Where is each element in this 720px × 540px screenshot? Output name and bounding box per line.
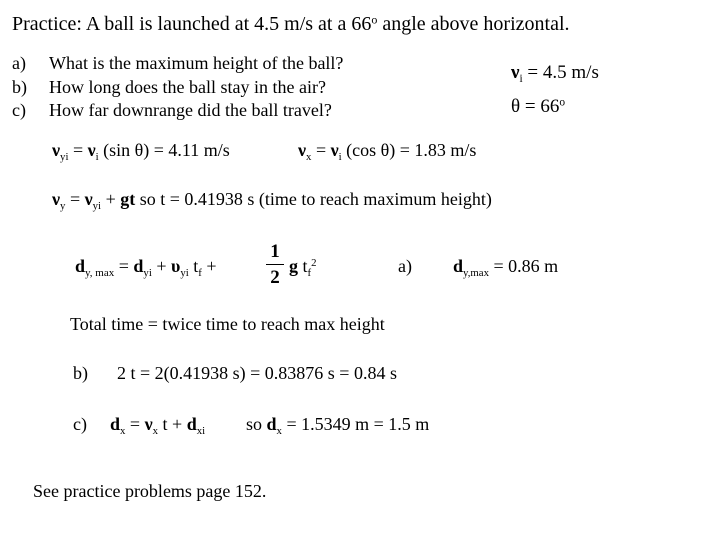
vertical-velocity-equation: $\nu_{yi} = \nu_i$ (sin θ) = 4.11 m/s [52,140,230,163]
part-b-marker: b) [73,363,88,383]
question-b: b) How long does the ball stay in the air? [12,77,326,97]
range-answer: so $d_x = 1.5349$ m = 1.5 m [246,414,430,437]
part-b-answer: 2 t = 2(0.41938 s) = 0.83876 s = 0.84 s [117,363,397,383]
part-c-marker: c) [73,414,87,434]
part-a-label: a) [398,256,412,276]
gravity-term: g $t_f^2$ [289,256,317,279]
given-launch-angle: $\theta = 66^o$ [511,96,566,117]
horizontal-velocity-equation: $\nu_x = \nu_i$ (cos θ) = 1.83 m/s [298,140,477,163]
total-time-note: Total time = twice time to reach max height [70,314,385,334]
range-equation: $d_x = \nu_x$ $t + d_{xi}$ [110,414,206,437]
fraction-bar [266,264,284,265]
question-a: a) What is the maximum height of the ball? [12,53,344,73]
max-height-answer: $d_{y,max} = 0.86$ m [453,256,559,279]
one-half-fraction: 1 2 [266,242,284,287]
footer-note: See practice problems page 152. [33,481,267,501]
max-height-equation: $d_{y, max} = d_{yi} + \upsilon_{yi}$ $t_f$ + [75,256,217,279]
question-c: c) How far downrange did the ball travel? [12,100,332,120]
given-initial-velocity: $\nu_i = 4.5$ m/s [511,62,599,85]
time-to-max-height-equation: $\nu_y = \nu_{yi}$ + gt so t = 0.41938 s (time to reach maximum height) [52,189,492,212]
problem-statement: Practice: A ball is launched at 4.5 m/s at a 66$^o$ angle above horizontal. [12,12,570,35]
